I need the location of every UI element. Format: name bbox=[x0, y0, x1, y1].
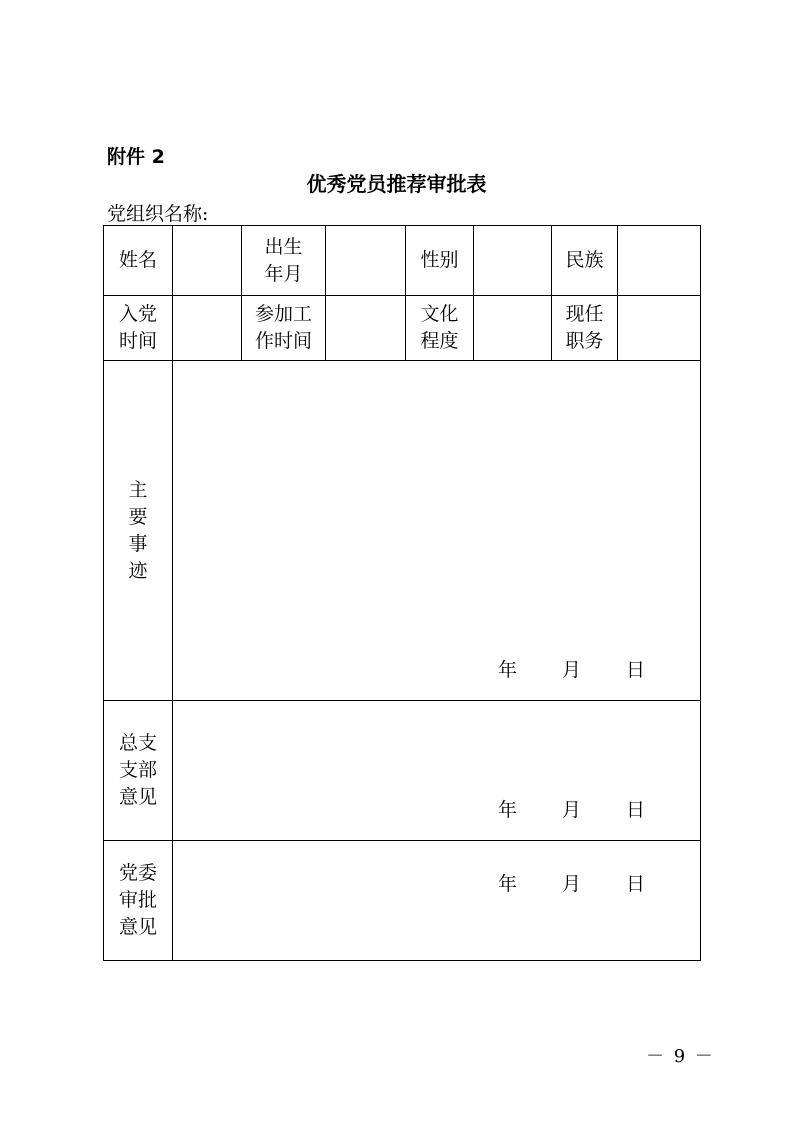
date-day-label: 日 bbox=[626, 873, 646, 895]
position-value-cell[interactable] bbox=[618, 296, 701, 361]
branch-label-line: 意见 bbox=[118, 786, 157, 808]
gender-label: 性别 bbox=[406, 226, 474, 296]
edu-label-line: 程度 bbox=[420, 330, 459, 352]
committee-approval-content-cell[interactable] bbox=[173, 841, 701, 961]
branch-label-line: 支部 bbox=[118, 759, 157, 781]
table-row bbox=[104, 296, 701, 361]
main-deeds-label bbox=[104, 361, 173, 701]
birth-value-cell[interactable] bbox=[326, 226, 406, 296]
date-day-label: 日 bbox=[626, 799, 646, 821]
work-label-line: 参加工 bbox=[254, 303, 312, 325]
join-date-value-cell[interactable] bbox=[173, 296, 242, 361]
position-label-line: 现任 bbox=[565, 303, 604, 325]
date-month-label: 月 bbox=[562, 873, 582, 895]
birth-label-line: 年月 bbox=[264, 262, 303, 285]
join-label-line: 时间 bbox=[118, 330, 157, 352]
table-row bbox=[104, 361, 701, 701]
birth-label bbox=[242, 226, 326, 296]
committee-label-line: 审批 bbox=[118, 889, 157, 911]
branch-opinion-label bbox=[104, 701, 173, 841]
approval-form-table bbox=[103, 225, 701, 961]
date-month-label: 月 bbox=[562, 659, 582, 681]
deeds-label-char: 事 bbox=[128, 532, 148, 555]
join-label-line: 入党 bbox=[118, 303, 157, 325]
work-start-label bbox=[242, 296, 326, 361]
join-date-label bbox=[104, 296, 173, 361]
page-number: － 9 － bbox=[646, 1046, 715, 1067]
table-row bbox=[104, 226, 701, 296]
committee-label-line: 党委 bbox=[118, 862, 157, 884]
deeds-label-char: 迹 bbox=[128, 559, 148, 582]
committee-label-line: 意见 bbox=[118, 916, 157, 938]
ethnicity-label: 民族 bbox=[552, 226, 618, 296]
main-deeds-content-cell[interactable] bbox=[173, 361, 701, 701]
education-label bbox=[406, 296, 474, 361]
name-label: 姓名 bbox=[104, 226, 173, 296]
date-day-label: 日 bbox=[626, 659, 646, 681]
work-label-line: 作时间 bbox=[254, 330, 312, 352]
date-year-label: 年 bbox=[498, 873, 518, 895]
attachment-label: 附件 2 bbox=[107, 146, 165, 168]
name-value-cell[interactable] bbox=[173, 226, 242, 296]
birth-label-line: 出生 bbox=[264, 235, 303, 258]
work-start-value-cell[interactable] bbox=[326, 296, 406, 361]
table-row bbox=[104, 841, 701, 961]
deeds-label-char: 要 bbox=[128, 505, 148, 528]
deeds-label-char: 主 bbox=[128, 478, 148, 501]
date-month-label: 月 bbox=[562, 799, 582, 821]
org-name-label: 党组织名称: bbox=[107, 203, 209, 225]
branch-label-line: 总支 bbox=[118, 732, 157, 754]
ethnicity-value-cell[interactable] bbox=[618, 226, 701, 296]
committee-approval-label bbox=[104, 841, 173, 961]
position-label-line: 职务 bbox=[565, 330, 604, 352]
edu-label-line: 文化 bbox=[420, 303, 459, 325]
date-year-label: 年 bbox=[498, 659, 518, 681]
position-label bbox=[552, 296, 618, 361]
gender-value-cell[interactable] bbox=[474, 226, 552, 296]
education-value-cell[interactable] bbox=[474, 296, 552, 361]
branch-opinion-content-cell[interactable] bbox=[173, 701, 701, 841]
table-row bbox=[104, 701, 701, 841]
date-year-label: 年 bbox=[498, 799, 518, 821]
form-title: 优秀党员推荐审批表 bbox=[306, 172, 487, 196]
